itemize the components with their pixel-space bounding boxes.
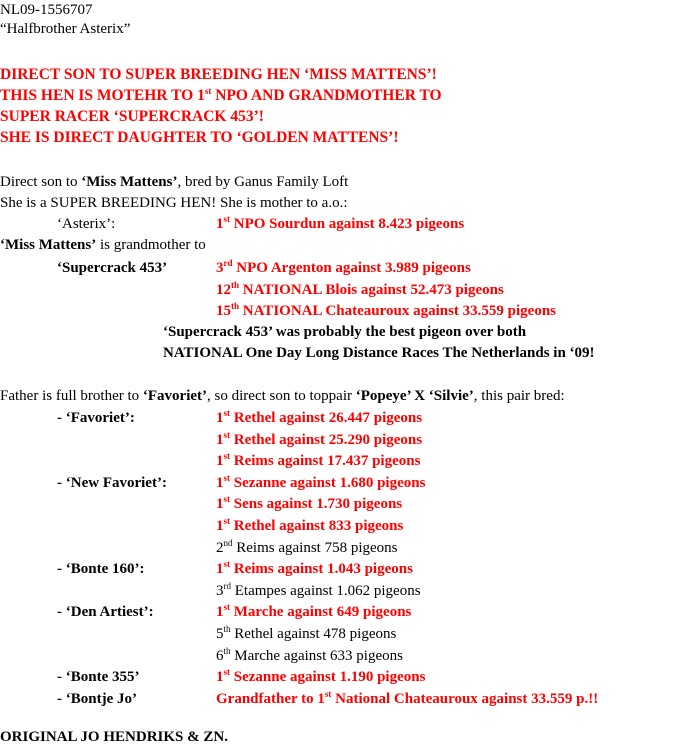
race-result-sup: st [223, 451, 230, 462]
headline-line-3: SUPER RACER ‘SUPERCRACK 453’! [0, 108, 264, 125]
father-brother-name: ‘Favoriet’ [142, 388, 208, 404]
asterix-result-sup: st [223, 214, 230, 224]
race-result-text: NATIONAL Blois against 52.473 pigeons [239, 281, 504, 298]
race-result-text: NATIONAL Chateauroux against 33.559 pigeons [239, 303, 557, 319]
race-result-rank: 1 [216, 496, 224, 513]
race-result-text: Rethel against 25.290 pigeons [230, 431, 423, 448]
ring-number: NL09-1556707 [0, 2, 93, 18]
race-result-rank: 1 [216, 604, 224, 621]
offspring-name: - ‘Bontje Jo’ [57, 690, 137, 707]
race-result-sup: th [223, 624, 231, 634]
race-result [216, 451, 420, 472]
race-result-rank: 12 [216, 281, 231, 298]
mother-intro-a: Direct son to [0, 174, 82, 190]
asterix-result-rank: 1 [216, 216, 224, 232]
grandmother-line [0, 235, 206, 256]
race-result-text: Marche against 633 pigeons [230, 647, 403, 664]
race-result-text: Sens against 1.730 pigeons [230, 496, 403, 513]
headline-line-2-sup: st [204, 85, 212, 96]
race-result [216, 646, 403, 667]
footer-origin: ORIGINAL JO HENDRIKS & ZN. [0, 729, 228, 745]
race-result-rank: 3 [216, 260, 224, 276]
offspring-name: - ‘Bonte 160’: [57, 561, 145, 578]
race-result [216, 667, 425, 688]
race-result [216, 559, 413, 580]
headline-line-1: DIRECT SON TO SUPER BREEDING HEN ‘MISS MATTENS’! [0, 66, 437, 83]
race-result-text: Marche against 649 pigeons [230, 604, 412, 621]
race-result [216, 301, 556, 322]
supercrack-name: ‘Supercrack 453’ [57, 260, 168, 276]
race-result-rank: 1 [216, 431, 224, 448]
father-intro-e: , this pair bred: [473, 388, 565, 404]
race-result-sup: st [223, 472, 230, 483]
offspring-name: - ‘Bonte 355’ [57, 669, 140, 686]
race-result-sup: nd [223, 537, 233, 548]
supercrack-note-1: ‘Supercrack 453’ was probably the best pigeon over both [163, 324, 527, 340]
race-result-sup: th [231, 301, 240, 311]
race-result [216, 280, 504, 301]
race-result-text: Etampes against 1.062 pigeons [231, 582, 421, 599]
race-result-sup: st [324, 688, 332, 699]
asterix-result-text: NPO Sourdun against 8.423 pigeons [230, 216, 465, 232]
race-result-text: Rethel against 26.447 pigeons [230, 410, 423, 426]
race-result-text: Reims against 1.043 pigeons [230, 561, 413, 578]
race-result-rank: 1 [216, 561, 224, 578]
race-result-rank: Grandfather to 1 [216, 690, 325, 707]
race-result-rank: 1 [216, 410, 224, 426]
offspring-name: - ‘Den Artiest’: [57, 604, 154, 621]
asterix-result [216, 214, 464, 235]
mother-description: She is a SUPER BREEDING HEN! She is mother to a.o.: [0, 195, 348, 211]
race-result [216, 581, 421, 602]
mother-name: ‘Miss Mattens’ [81, 174, 178, 190]
race-result-sup: st [223, 429, 230, 440]
race-result-sup: rd [223, 258, 233, 268]
race-result-text: Sezanne against 1.680 pigeons [230, 474, 426, 491]
father-parents: ‘Popeye’ X ‘Silvie’ [355, 388, 474, 404]
race-result-rank: 1 [216, 518, 224, 534]
father-intro [0, 386, 565, 407]
headline-line-2 [0, 85, 442, 106]
offspring-name: - ‘New Favoriet’: [57, 474, 167, 491]
supercrack-note-2: NATIONAL One Day Long Distance Races The Netherlands in ‘09! [163, 345, 595, 361]
grandmother-name: ‘Miss Mattens’ [0, 237, 97, 253]
race-result-text: NPO Argenton against 3.989 pigeons [232, 260, 471, 276]
race-result-sup: rd [223, 580, 231, 591]
race-result-sup: th [231, 279, 240, 290]
headline-line-2-b: NPO AND GRANDMOTHER TO [211, 87, 442, 104]
race-result-text: Rethel against 833 pigeons [230, 518, 404, 534]
race-result-rank: 6 [216, 647, 224, 664]
race-result [216, 494, 402, 515]
race-result [216, 516, 403, 537]
race-result-text: Reims against 758 pigeons [232, 539, 398, 556]
race-result [216, 624, 396, 645]
race-result-rank: 2 [216, 539, 224, 556]
father-intro-c: , so direct son to toppair [207, 388, 356, 404]
mother-intro-c: , bred by Ganus Family Loft [177, 174, 349, 190]
grandmother-text: is grandmother to [96, 237, 206, 253]
pigeon-nickname: “Halfbrother Asterix” [0, 21, 131, 37]
mother-intro [0, 172, 348, 193]
race-result-rank: 3 [216, 582, 224, 599]
headline-line-2-a: THIS HEN IS MOTEHR TO 1 [0, 87, 205, 104]
race-result-text: Rethel against 478 pigeons [230, 626, 397, 642]
race-result-sup: st [223, 408, 230, 418]
asterix-name: ‘Asterix’: [57, 216, 116, 232]
race-result-rank: 5 [216, 626, 224, 642]
race-result-rank: 1 [216, 453, 224, 470]
race-result [216, 430, 422, 451]
race-result [216, 602, 411, 623]
race-result [216, 408, 422, 429]
race-result-text: Sezanne against 1.190 pigeons [230, 669, 426, 686]
race-result-rank: 15 [216, 303, 231, 319]
race-result-text: National Chateauroux against 33.559 p.!! [331, 690, 599, 707]
race-result-sup: st [223, 602, 230, 613]
offspring-name: - ‘Favoriet’: [57, 410, 135, 426]
race-result-sup: th [223, 645, 231, 656]
race-result-sup: st [223, 559, 230, 570]
race-result [216, 689, 598, 710]
father-intro-a: Father is full brother to [0, 388, 143, 404]
race-result [216, 473, 425, 494]
race-result-rank: 1 [216, 669, 224, 686]
race-result-sup: st [223, 516, 230, 526]
race-result [216, 538, 398, 559]
race-result-sup: st [223, 494, 230, 505]
race-result [216, 258, 471, 279]
headline-line-4: SHE IS DIRECT DAUGHTER TO ‘GOLDEN MATTENS’! [0, 129, 399, 146]
race-result-rank: 1 [216, 474, 224, 491]
race-result-text: Reims against 17.437 pigeons [230, 453, 421, 470]
race-result-sup: st [223, 667, 230, 678]
